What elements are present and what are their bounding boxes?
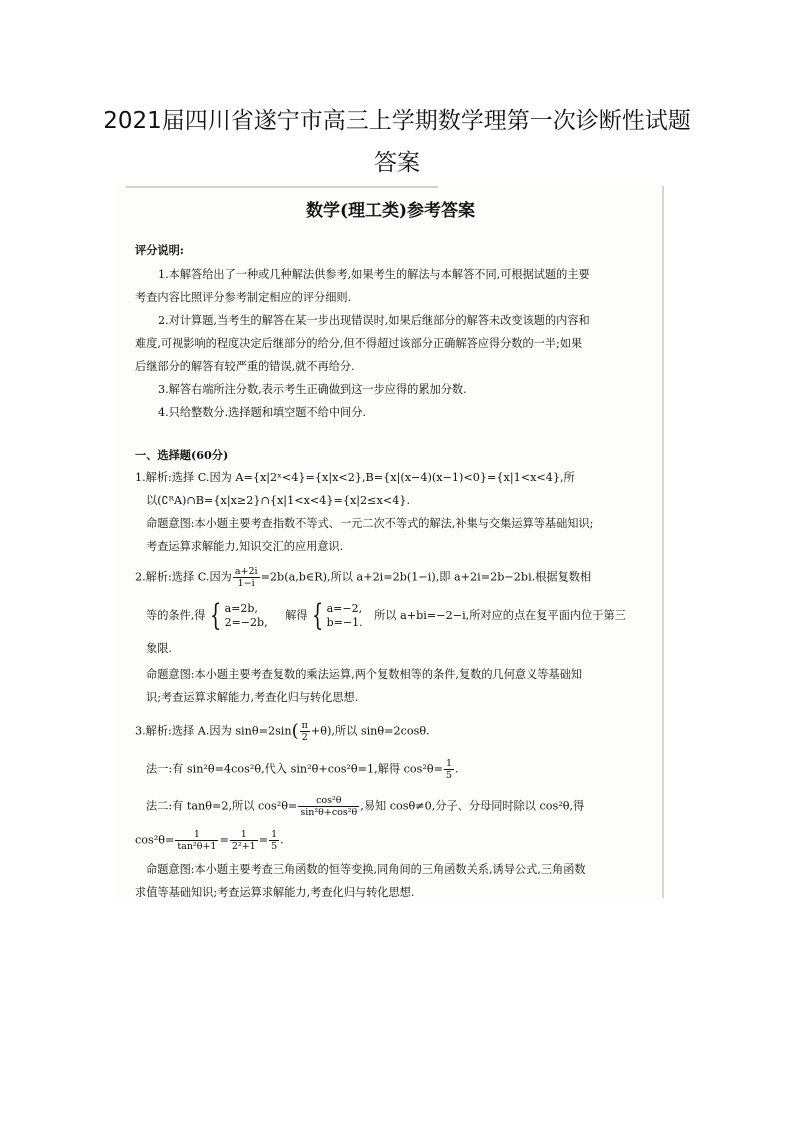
q2-line: 象限. bbox=[146, 642, 172, 655]
scoring-line: 1.本解答给出了一种或几种解法供参考,如果考生的解法与本解答不同,可根据试题的主要 bbox=[158, 268, 590, 281]
q2-line-2: 等的条件,得 { a=2b, 2=−2b, 解得 { a=−2, b=−1. 所以 a+bi=−2−i,所对应的点在复平面内位于第三 bbox=[146, 598, 626, 633]
q2-lead: 2.解析:选择 C.因为 bbox=[135, 570, 232, 584]
document-title-suffix: 答案 bbox=[374, 150, 420, 176]
scan-right-edge bbox=[662, 186, 664, 898]
scoring-line: 2.对计算题,当考生的解答在某一步出现错误时,如果后继部分的解答未改变该题的内容和 bbox=[158, 314, 590, 327]
q3-method-2: 法二:有 tanθ=2,所以 cos²θ= $\frac{\text{cos²θ}}{\text{sin²θ+cos²θ}}$ ,易知 cosθ≠0,分子、分母同时除以 cos²θ,得 bbox=[146, 795, 585, 818]
q3-cos-fraction: $\frac{\text{cos²θ}}{\text{sin²θ+cos²θ}}$ bbox=[300, 795, 358, 818]
q2-line-1 bbox=[135, 566, 591, 589]
q3-final-fraction: $\frac{1}{5}$ bbox=[271, 829, 278, 852]
q1-intent-line: 考查运算求解能力,知识交汇的应用意识. bbox=[146, 540, 344, 553]
q3-result-fraction: $\frac{1}{5}$ bbox=[445, 758, 453, 781]
q3-intent-line: 求值等基础知识;考查运算求解能力,考查化归与转化思想. bbox=[135, 886, 415, 899]
scoring-line: 后继部分的解答有较严重的错误,就不再给分. bbox=[135, 360, 355, 373]
document-title: 2021届四川省遂宁市高三上学期数学理第一次诊断性试题 bbox=[103, 108, 691, 134]
q3-intent-line: 命题意图:本小题主要考查三角函数的恒等变换,同角间的三角函数关系,诱导公式,三角函数 bbox=[146, 863, 586, 876]
q3-tan-fraction: $\frac{1}{\text{tan²θ+1}}$ bbox=[177, 829, 217, 852]
q3-method-2-result: cos²θ= $\frac{1}{\text{tan²θ+1}}$ = $\frac{1}{\text{2²+1}}$ = $\frac{1}{5}$ . bbox=[135, 829, 284, 852]
q1-line: 以(∁ᴿA)∩B={x|x≥2}∩{x|1<x<4}={x|2≤x<4}. bbox=[146, 494, 411, 507]
q3-pi-fraction: $\frac{\pi}{2}$ bbox=[301, 720, 308, 743]
scoring-title: 评分说明: bbox=[135, 243, 184, 257]
q2-intent-line: 命题意图:本小题主要考查复数的乘法运算,两个复数相等的条件,复数的几何意义等基础知 bbox=[146, 668, 583, 681]
q1-line: 1.解析:选择 C.因为 A={x|2ˣ<4}={x|x<2},B={x|(x−4)(x−1)<0}={x|1<x<4},所 bbox=[135, 471, 575, 484]
q3-number-fraction: $\frac{1}{\text{2²+1}}$ bbox=[231, 829, 256, 852]
q2-after-fraction: =2b(a,b∈R),所以 a+2i=2b(1−i),即 a+2i=2b−2bi.根据复数相 bbox=[260, 570, 592, 584]
q2-fraction: $\frac{a+2i}{1-i}$ bbox=[234, 566, 258, 589]
answer-heading: 数学(理工类)参考答案 bbox=[305, 201, 476, 221]
q2-system-2: a=−2, b=−1. bbox=[326, 602, 363, 629]
section-heading: 一、选择题(60分) bbox=[135, 448, 229, 462]
scoring-line: 4.只给整数分.选择题和填空题不给中间分. bbox=[158, 406, 366, 419]
q3-line-1: 3.解析:选择 A.因为 sinθ=2sin( $\frac{\pi}{2}$ +θ),所以 sinθ=2cosθ. bbox=[135, 720, 430, 743]
q2-intent-line: 识;考查运算求解能力,考查化归与转化思想. bbox=[146, 691, 359, 704]
scan-top-edge bbox=[126, 186, 438, 188]
q1-intent-line: 命题意图:本小题主要考查指数不等式、一元二次不等式的解法,补集与交集运算等基础知识; bbox=[146, 517, 594, 530]
q3-method-1: 法一:有 sin²θ=4cos²θ,代入 sin²θ+cos²θ=1,解得 cos²θ= $\frac{1}{5}$ . bbox=[146, 758, 459, 781]
scoring-line: 难度,可视影响的程度决定后继部分的给分,但不得超过该部分正确解答应得分数的一半;如果 bbox=[135, 337, 583, 350]
q2-system-1: a=2b, 2=−2b, bbox=[224, 602, 268, 629]
scoring-line: 考查内容比照评分参考制定相应的评分细则. bbox=[135, 291, 352, 304]
scoring-line: 3.解答右端所注分数,表示考生正确做到这一步应得的累加分数. bbox=[158, 383, 467, 396]
